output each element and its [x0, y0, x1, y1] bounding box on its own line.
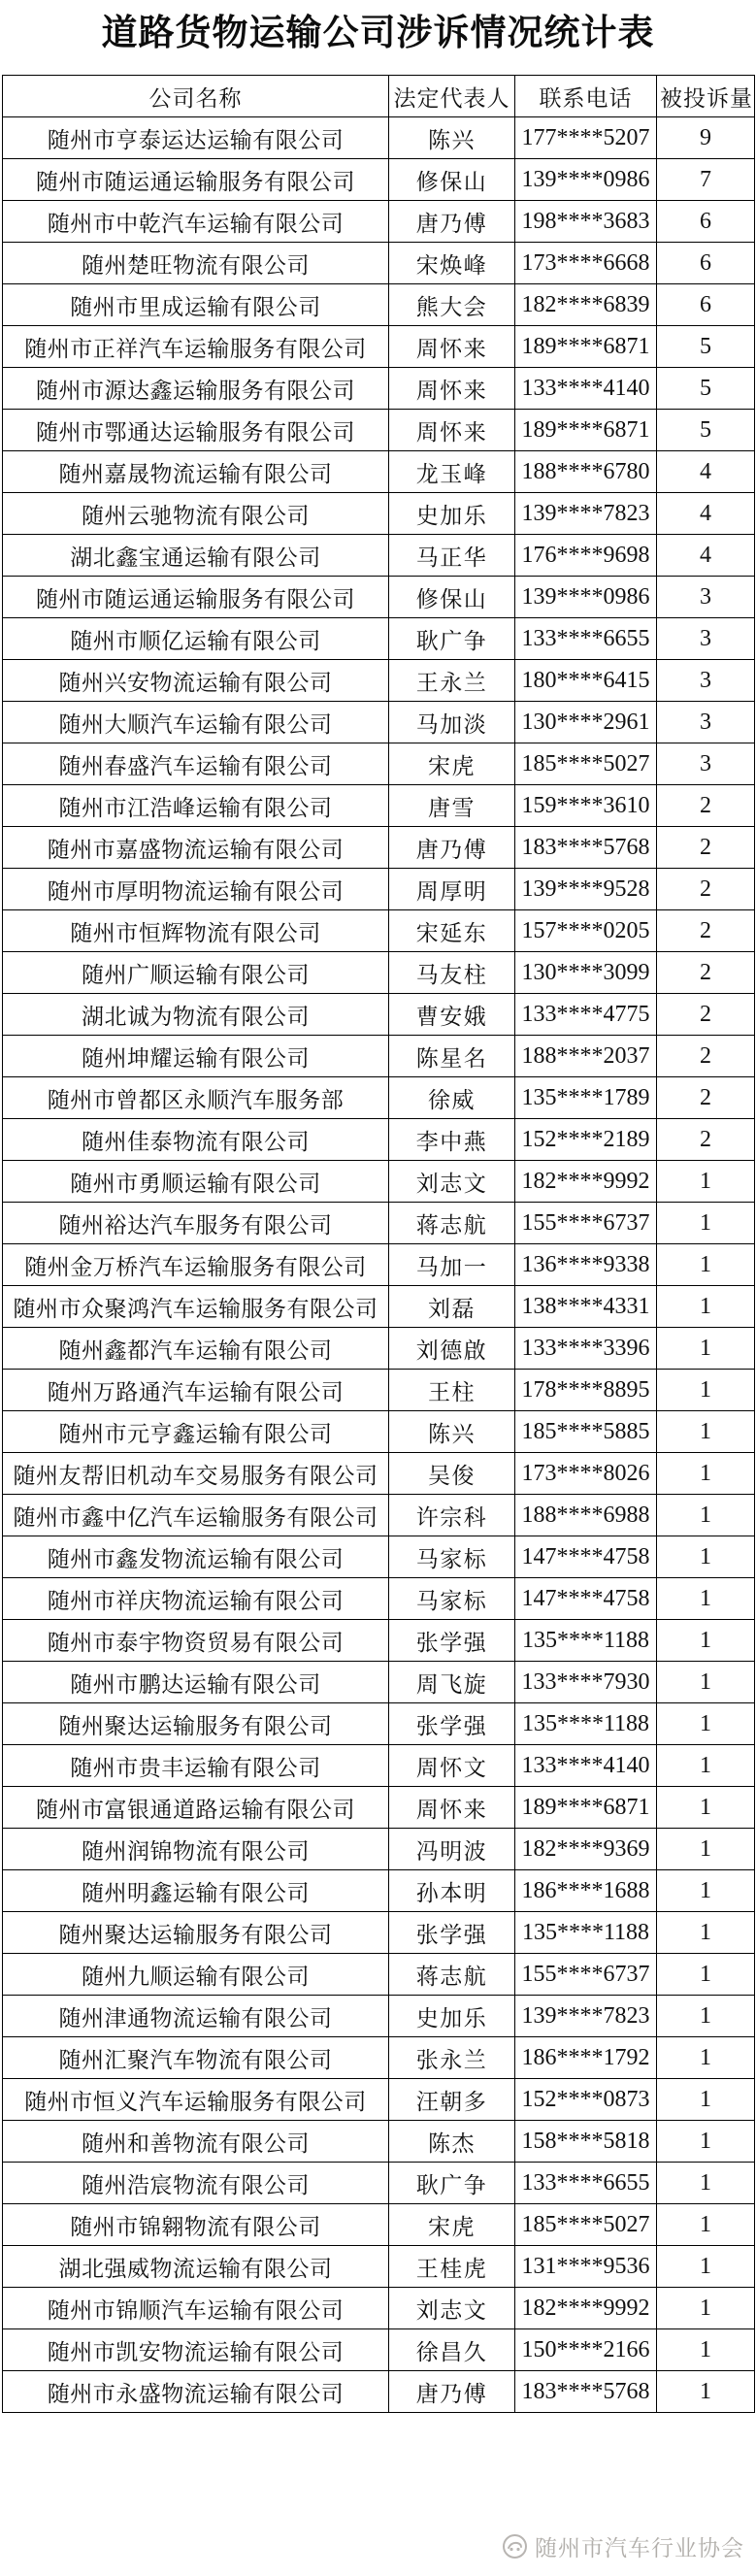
table-row — [3, 994, 755, 1036]
table-row — [3, 1954, 755, 1996]
count-cell: 3 — [657, 618, 755, 660]
company-cell: 随州市鑫中亿汽车运输服务有限公司 — [3, 1495, 389, 1536]
company-cell: 随州市恒辉物流有限公司 — [3, 910, 389, 952]
count-cell: 1 — [657, 2288, 755, 2329]
table-row — [3, 660, 755, 702]
company-cell: 随州市鑫发物流运输有限公司 — [3, 1536, 389, 1578]
rep-cell: 周厚明 — [389, 869, 515, 910]
table-row — [3, 827, 755, 869]
phone-cell: 138****4331 — [515, 1286, 657, 1328]
rep-cell: 修保山 — [389, 577, 515, 618]
count-cell: 1 — [657, 1954, 755, 1996]
phone-cell: 139****0986 — [515, 577, 657, 618]
table-row — [3, 1870, 755, 1912]
count-cell: 2 — [657, 827, 755, 869]
table-row — [3, 2246, 755, 2288]
rep-cell: 马家标 — [389, 1578, 515, 1620]
table-row — [3, 368, 755, 410]
phone-cell: 133****3396 — [515, 1328, 657, 1370]
count-cell: 1 — [657, 2079, 755, 2121]
phone-cell: 186****1792 — [515, 2037, 657, 2079]
table-row — [3, 2204, 755, 2246]
phone-cell: 130****2961 — [515, 702, 657, 743]
company-cell: 随州津通物流运输有限公司 — [3, 1996, 389, 2037]
phone-cell: 173****6668 — [515, 243, 657, 284]
phone-cell: 135****1188 — [515, 1703, 657, 1745]
table-row — [3, 1662, 755, 1703]
count-cell: 1 — [657, 1829, 755, 1870]
phone-cell: 135****1188 — [515, 1912, 657, 1954]
phone-cell: 135****1789 — [515, 1077, 657, 1119]
phone-cell: 198****3683 — [515, 201, 657, 243]
header-phone: 联系电话 — [515, 76, 657, 117]
rep-cell: 耿广争 — [389, 618, 515, 660]
rep-cell: 曹安娥 — [389, 994, 515, 1036]
table-row — [3, 284, 755, 326]
count-cell: 2 — [657, 1077, 755, 1119]
table-row — [3, 117, 755, 159]
rep-cell: 张学强 — [389, 1703, 515, 1745]
rep-cell: 许宗科 — [389, 1495, 515, 1536]
company-cell: 随州市勇顺运输有限公司 — [3, 1161, 389, 1203]
header-rep: 法定代表人 — [389, 76, 515, 117]
table-row — [3, 702, 755, 743]
phone-cell: 135****1188 — [515, 1620, 657, 1662]
table-row — [3, 1286, 755, 1328]
table-row — [3, 2037, 755, 2079]
count-cell: 2 — [657, 994, 755, 1036]
count-cell: 1 — [657, 1745, 755, 1787]
count-cell: 2 — [657, 785, 755, 827]
count-cell: 4 — [657, 451, 755, 493]
rep-cell: 蒋志航 — [389, 1203, 515, 1244]
count-cell: 5 — [657, 410, 755, 451]
count-cell: 1 — [657, 1912, 755, 1954]
table-row — [3, 1244, 755, 1286]
table-row — [3, 493, 755, 535]
table-row — [3, 910, 755, 952]
rep-cell: 周飞旋 — [389, 1662, 515, 1703]
rep-cell: 刘磊 — [389, 1286, 515, 1328]
table-row — [3, 2121, 755, 2163]
phone-cell: 189****6871 — [515, 326, 657, 368]
company-cell: 随州市鄂通达运输服务有限公司 — [3, 410, 389, 451]
rep-cell: 张永兰 — [389, 2037, 515, 2079]
table-row — [3, 451, 755, 493]
count-cell: 6 — [657, 284, 755, 326]
count-cell: 2 — [657, 1119, 755, 1161]
watermark-text: 随州市汽车行业协会 — [535, 2536, 744, 2560]
rep-cell: 刘志文 — [389, 1161, 515, 1203]
company-cell: 随州市中乾汽车运输有限公司 — [3, 201, 389, 243]
table-row — [3, 1829, 755, 1870]
table-row — [3, 1077, 755, 1119]
phone-cell: 155****6737 — [515, 1203, 657, 1244]
count-cell: 3 — [657, 702, 755, 743]
count-cell: 4 — [657, 535, 755, 577]
phone-cell: 139****7823 — [515, 493, 657, 535]
company-cell: 随州市厚明物流运输有限公司 — [3, 869, 389, 910]
rep-cell: 王桂虎 — [389, 2246, 515, 2288]
company-cell: 随州市永盛物流运输有限公司 — [3, 2371, 389, 2413]
phone-cell: 155****6737 — [515, 1954, 657, 1996]
count-cell: 1 — [657, 2329, 755, 2371]
table-row — [3, 1620, 755, 1662]
phone-cell: 180****6415 — [515, 660, 657, 702]
phone-cell: 131****9536 — [515, 2246, 657, 2288]
table-row — [3, 952, 755, 994]
count-cell: 3 — [657, 660, 755, 702]
company-cell: 随州市凯安物流运输有限公司 — [3, 2329, 389, 2371]
table-header-row — [3, 76, 755, 117]
count-cell: 6 — [657, 243, 755, 284]
rep-cell: 周怀来 — [389, 410, 515, 451]
complaints-table — [2, 75, 755, 2413]
company-cell: 随州坤耀运输有限公司 — [3, 1036, 389, 1077]
count-cell: 7 — [657, 159, 755, 201]
header-count: 被投诉量 — [657, 76, 755, 117]
rep-cell: 修保山 — [389, 159, 515, 201]
rep-cell: 宋虎 — [389, 2204, 515, 2246]
rep-cell: 蒋志航 — [389, 1954, 515, 1996]
phone-cell: 185****5027 — [515, 743, 657, 785]
company-cell: 随州市嘉盛物流运输有限公司 — [3, 827, 389, 869]
company-cell: 随州市鹏达运输有限公司 — [3, 1662, 389, 1703]
rep-cell: 史加乐 — [389, 493, 515, 535]
company-cell: 随州市富银通道路运输有限公司 — [3, 1787, 389, 1829]
company-cell: 随州市源达鑫运输服务有限公司 — [3, 368, 389, 410]
rep-cell: 周怀文 — [389, 1745, 515, 1787]
company-cell: 随州市正祥汽车运输服务有限公司 — [3, 326, 389, 368]
header-company: 公司名称 — [3, 76, 389, 117]
table-row — [3, 1703, 755, 1745]
rep-cell: 陈兴 — [389, 117, 515, 159]
count-cell: 1 — [657, 1536, 755, 1578]
phone-cell: 188****6988 — [515, 1495, 657, 1536]
company-cell: 随州云驰物流有限公司 — [3, 493, 389, 535]
rep-cell: 汪朝多 — [389, 2079, 515, 2121]
count-cell: 5 — [657, 326, 755, 368]
phone-cell: 189****6871 — [515, 410, 657, 451]
count-cell: 1 — [657, 1286, 755, 1328]
company-cell: 随州汇聚汽车物流有限公司 — [3, 2037, 389, 2079]
rep-cell: 刘志文 — [389, 2288, 515, 2329]
phone-cell: 130****3099 — [515, 952, 657, 994]
table-row — [3, 2079, 755, 2121]
rep-cell: 张学强 — [389, 1620, 515, 1662]
rep-cell: 李中燕 — [389, 1119, 515, 1161]
rep-cell: 吴俊 — [389, 1453, 515, 1495]
company-cell: 随州聚达运输服务有限公司 — [3, 1703, 389, 1745]
phone-cell: 157****0205 — [515, 910, 657, 952]
company-cell: 随州广顺运输有限公司 — [3, 952, 389, 994]
rep-cell: 马家标 — [389, 1536, 515, 1578]
company-cell: 随州市贵丰运输有限公司 — [3, 1745, 389, 1787]
count-cell: 1 — [657, 1203, 755, 1244]
count-cell: 3 — [657, 577, 755, 618]
company-cell: 随州市随运通运输服务有限公司 — [3, 577, 389, 618]
phone-cell: 183****5768 — [515, 827, 657, 869]
rep-cell: 陈兴 — [389, 1411, 515, 1453]
table-row — [3, 535, 755, 577]
phone-cell: 150****2166 — [515, 2329, 657, 2371]
count-cell: 2 — [657, 952, 755, 994]
company-cell: 随州聚达运输服务有限公司 — [3, 1912, 389, 1954]
table-row — [3, 1453, 755, 1495]
rep-cell: 马加一 — [389, 1244, 515, 1286]
rep-cell: 孙本明 — [389, 1870, 515, 1912]
rep-cell: 宋焕峰 — [389, 243, 515, 284]
count-cell: 1 — [657, 2121, 755, 2163]
phone-cell: 182****9369 — [515, 1829, 657, 1870]
company-cell: 随州友帮旧机动车交易服务有限公司 — [3, 1453, 389, 1495]
table-row — [3, 1203, 755, 1244]
phone-cell: 133****4140 — [515, 368, 657, 410]
company-cell: 随州市亨泰运达运输有限公司 — [3, 117, 389, 159]
count-cell: 1 — [657, 1411, 755, 1453]
company-cell: 随州裕达汽车服务有限公司 — [3, 1203, 389, 1244]
company-cell: 湖北鑫宝通运输有限公司 — [3, 535, 389, 577]
rep-cell: 唐乃傅 — [389, 827, 515, 869]
phone-cell: 185****5885 — [515, 1411, 657, 1453]
rep-cell: 马正华 — [389, 535, 515, 577]
table-row — [3, 1161, 755, 1203]
phone-cell: 133****4140 — [515, 1745, 657, 1787]
count-cell: 4 — [657, 493, 755, 535]
rep-cell: 龙玉峰 — [389, 451, 515, 493]
phone-cell: 173****8026 — [515, 1453, 657, 1495]
rep-cell: 张学强 — [389, 1912, 515, 1954]
phone-cell: 188****6780 — [515, 451, 657, 493]
count-cell: 5 — [657, 368, 755, 410]
company-cell: 随州市众聚鸿汽车运输服务有限公司 — [3, 1286, 389, 1328]
table-row — [3, 1119, 755, 1161]
phone-cell: 158****5818 — [515, 2121, 657, 2163]
count-cell: 1 — [657, 1703, 755, 1745]
phone-cell: 189****6871 — [515, 1787, 657, 1829]
company-cell: 随州春盛汽车运输有限公司 — [3, 743, 389, 785]
phone-cell: 139****0986 — [515, 159, 657, 201]
rep-cell: 周怀来 — [389, 326, 515, 368]
table-row — [3, 1996, 755, 2037]
table-row — [3, 1411, 755, 1453]
company-cell: 湖北强威物流运输有限公司 — [3, 2246, 389, 2288]
rep-cell: 熊大会 — [389, 284, 515, 326]
count-cell: 1 — [657, 1495, 755, 1536]
rep-cell: 马友柱 — [389, 952, 515, 994]
company-cell: 随州万路通汽车运输有限公司 — [3, 1370, 389, 1411]
table-row — [3, 785, 755, 827]
table-row — [3, 2288, 755, 2329]
count-cell: 1 — [657, 1620, 755, 1662]
phone-cell: 133****7930 — [515, 1662, 657, 1703]
rep-cell: 周怀来 — [389, 1787, 515, 1829]
table-row — [3, 1787, 755, 1829]
company-cell: 随州九顺运输有限公司 — [3, 1954, 389, 1996]
table-row — [3, 2163, 755, 2204]
count-cell: 1 — [657, 2371, 755, 2413]
rep-cell: 徐威 — [389, 1077, 515, 1119]
count-cell: 1 — [657, 1578, 755, 1620]
rep-cell: 周怀来 — [389, 368, 515, 410]
table-row — [3, 243, 755, 284]
rep-cell: 陈星名 — [389, 1036, 515, 1077]
company-cell: 随州和善物流有限公司 — [3, 2121, 389, 2163]
table-row — [3, 618, 755, 660]
count-cell: 6 — [657, 201, 755, 243]
phone-cell: 139****9528 — [515, 869, 657, 910]
count-cell: 1 — [657, 2163, 755, 2204]
rep-cell: 宋延东 — [389, 910, 515, 952]
count-cell: 1 — [657, 2246, 755, 2288]
rep-cell: 耿广争 — [389, 2163, 515, 2204]
company-cell: 随州楚旺物流有限公司 — [3, 243, 389, 284]
count-cell: 9 — [657, 117, 755, 159]
phone-cell: 185****5027 — [515, 2204, 657, 2246]
company-cell: 随州明鑫运输有限公司 — [3, 1870, 389, 1912]
table-row — [3, 1495, 755, 1536]
count-cell: 1 — [657, 1328, 755, 1370]
count-cell: 1 — [657, 2204, 755, 2246]
company-cell: 随州市顺亿运输有限公司 — [3, 618, 389, 660]
company-cell: 随州浩宸物流有限公司 — [3, 2163, 389, 2204]
table-row — [3, 1036, 755, 1077]
table-row — [3, 326, 755, 368]
rep-cell: 王永兰 — [389, 660, 515, 702]
company-cell: 随州市里成运输有限公司 — [3, 284, 389, 326]
count-cell: 1 — [657, 1662, 755, 1703]
table-row — [3, 410, 755, 451]
table-row — [3, 2371, 755, 2413]
phone-cell: 147****4758 — [515, 1578, 657, 1620]
count-cell: 3 — [657, 743, 755, 785]
table-row — [3, 1536, 755, 1578]
count-cell: 1 — [657, 1370, 755, 1411]
company-cell: 随州市泰宇物资贸易有限公司 — [3, 1620, 389, 1662]
rep-cell: 陈杰 — [389, 2121, 515, 2163]
count-cell: 1 — [657, 1161, 755, 1203]
rep-cell: 徐昌久 — [389, 2329, 515, 2371]
company-cell: 随州市曾都区永顺汽车服务部 — [3, 1077, 389, 1119]
company-cell: 随州金万桥汽车运输服务有限公司 — [3, 1244, 389, 1286]
watermark — [502, 2530, 744, 2562]
phone-cell: 133****6655 — [515, 618, 657, 660]
association-logo-icon — [502, 2533, 528, 2559]
phone-cell: 182****9992 — [515, 2288, 657, 2329]
phone-cell: 188****2037 — [515, 1036, 657, 1077]
company-cell: 随州润锦物流有限公司 — [3, 1829, 389, 1870]
table-row — [3, 743, 755, 785]
phone-cell: 177****5207 — [515, 117, 657, 159]
phone-cell: 133****6655 — [515, 2163, 657, 2204]
page-title: 道路货物运输公司涉诉情况统计表 — [101, 14, 655, 53]
table-row — [3, 1578, 755, 1620]
count-cell: 1 — [657, 1453, 755, 1495]
count-cell: 2 — [657, 910, 755, 952]
phone-cell: 147****4758 — [515, 1536, 657, 1578]
rep-cell: 王柱 — [389, 1370, 515, 1411]
count-cell: 2 — [657, 869, 755, 910]
rep-cell: 唐乃傅 — [389, 2371, 515, 2413]
phone-cell: 136****9338 — [515, 1244, 657, 1286]
rep-cell: 史加乐 — [389, 1996, 515, 2037]
company-cell: 随州市锦翱物流有限公司 — [3, 2204, 389, 2246]
company-cell: 随州佳泰物流有限公司 — [3, 1119, 389, 1161]
table-row — [3, 1328, 755, 1370]
rep-cell: 刘德啟 — [389, 1328, 515, 1370]
phone-cell: 182****6839 — [515, 284, 657, 326]
rep-cell: 宋虎 — [389, 743, 515, 785]
company-cell: 随州市祥庆物流运输有限公司 — [3, 1578, 389, 1620]
company-cell: 随州市江浩峰运输有限公司 — [3, 785, 389, 827]
table-row — [3, 1912, 755, 1954]
phone-cell: 152****0873 — [515, 2079, 657, 2121]
company-cell: 随州嘉晟物流运输有限公司 — [3, 451, 389, 493]
phone-cell: 152****2189 — [515, 1119, 657, 1161]
phone-cell: 182****9992 — [515, 1161, 657, 1203]
company-cell: 随州大顺汽车运输有限公司 — [3, 702, 389, 743]
company-cell: 随州市锦顺汽车运输有限公司 — [3, 2288, 389, 2329]
company-cell: 随州市元亨鑫运输有限公司 — [3, 1411, 389, 1453]
phone-cell: 139****7823 — [515, 1996, 657, 2037]
phone-cell: 186****1688 — [515, 1870, 657, 1912]
table-row — [3, 159, 755, 201]
table-row — [3, 1745, 755, 1787]
count-cell: 1 — [657, 1787, 755, 1829]
count-cell: 1 — [657, 2037, 755, 2079]
phone-cell: 176****9698 — [515, 535, 657, 577]
company-cell: 随州市恒义汽车运输服务有限公司 — [3, 2079, 389, 2121]
company-cell: 随州市随运通运输服务有限公司 — [3, 159, 389, 201]
count-cell: 1 — [657, 1870, 755, 1912]
table-row — [3, 869, 755, 910]
phone-cell: 159****3610 — [515, 785, 657, 827]
phone-cell: 133****4775 — [515, 994, 657, 1036]
count-cell: 1 — [657, 1244, 755, 1286]
rep-cell: 唐乃傅 — [389, 201, 515, 243]
company-cell: 随州兴安物流运输有限公司 — [3, 660, 389, 702]
rep-cell: 唐雪 — [389, 785, 515, 827]
company-cell: 湖北诚为物流有限公司 — [3, 994, 389, 1036]
rep-cell: 冯明波 — [389, 1829, 515, 1870]
table-row — [3, 2329, 755, 2371]
count-cell: 1 — [657, 1996, 755, 2037]
rep-cell: 马加淡 — [389, 702, 515, 743]
count-cell: 2 — [657, 1036, 755, 1077]
phone-cell: 183****5768 — [515, 2371, 657, 2413]
table-row — [3, 201, 755, 243]
table-row — [3, 577, 755, 618]
phone-cell: 178****8895 — [515, 1370, 657, 1411]
table-body — [3, 117, 755, 2413]
company-cell: 随州鑫都汽车运输有限公司 — [3, 1328, 389, 1370]
table-row — [3, 1370, 755, 1411]
